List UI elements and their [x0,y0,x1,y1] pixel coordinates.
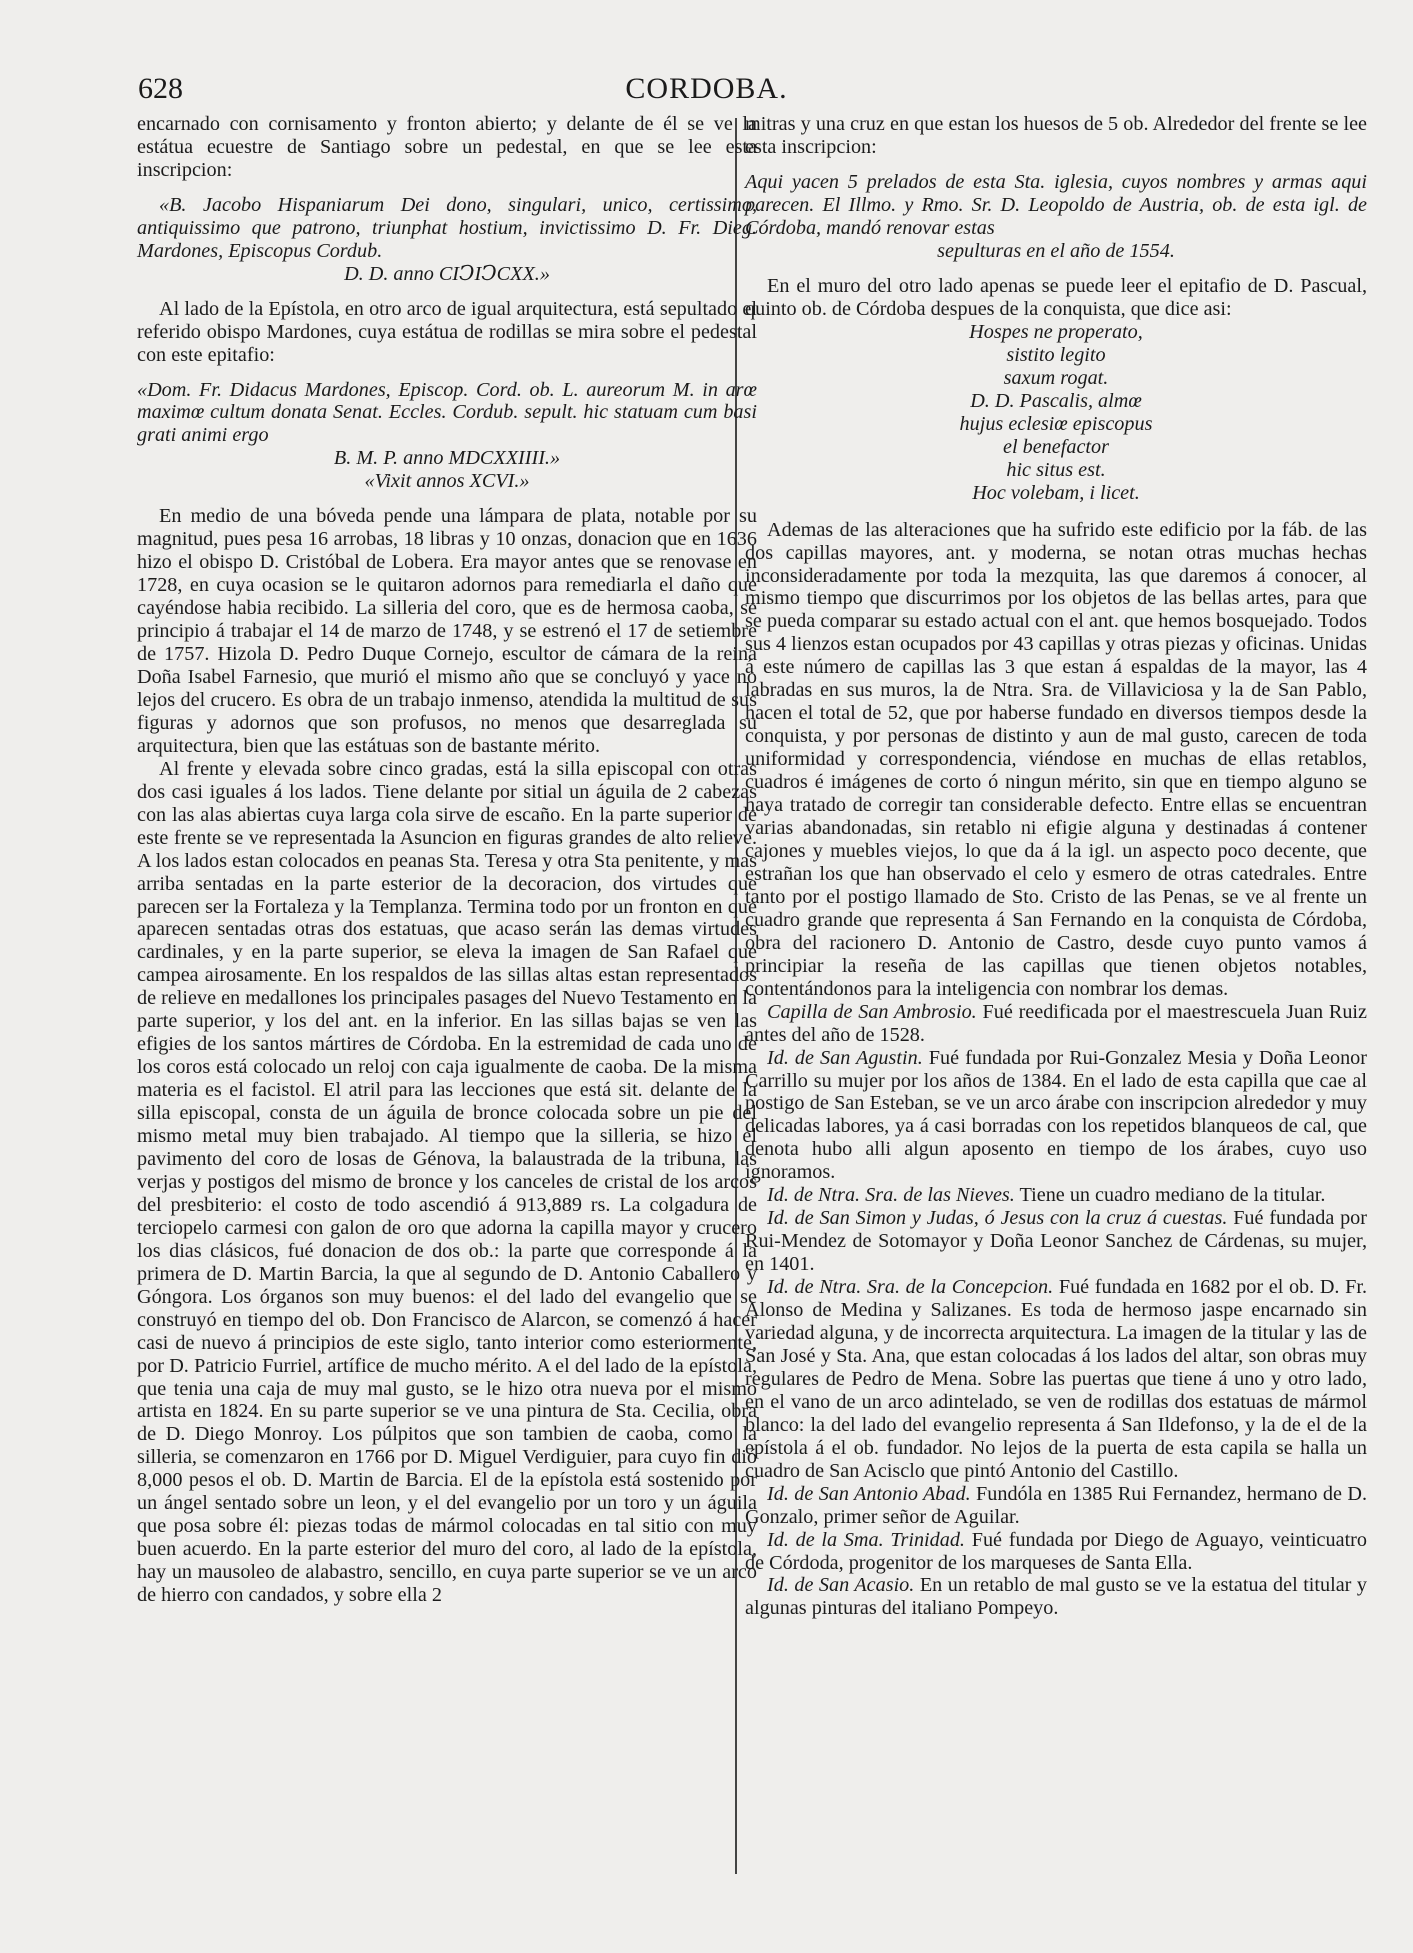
chapel-text: Fué reedificada por el maestrescuela Juan Ruiz antes del año de 1528. [745,1000,1367,1046]
chapel-name: Id. de San Simon y Judas, ó Jesus con la cruz á cuestas. [767,1207,1228,1230]
page-number: 628 [138,72,183,105]
epitaph-line: hic situs est. [1006,458,1106,481]
running-head: CORDOBA. [625,72,788,105]
right-column [745,113,1367,1620]
chapel-name: Id. de San Antonio Abad. [767,1482,971,1505]
chapel-name: Id. de la Sma. Trinidad. [767,1528,965,1551]
inscription-quote [137,194,757,286]
paragraph: Al frente y elevada sobre cinco gradas, está la silla episcopal con otras dos casi iguales á los lados. Tiene delante por sitial un águila de 2 cabezas con las alas abiertas cuya larga cola sirve de escaño. En la parte superior de este frente se ve representada la Asuncion en figuras grandes de alto relieve. A los lados estan colocados en peanas Sta. Teresa y otra Sta penitente, y mas arriba sentadas en la parte esterior de la decoracion, dos virtudes que parecen ser la Fortaleza y la Templanza. Termina todo por un fronton en que aparecen sentadas otras dos estatuas, que acaso serán las demas virtudes cardinales, y en la parte superior, se eleva la imagen de San Rafael que campea airosamente. En los respaldos de las sillas altas estan representados de relieve en medallones los principales pasages del Nuevo Testamento en la parte superior, y los del ant. en la inferior. En las sillas bajas se ven las efigies de los santos mártires de Córdoba. En la estremidad de cada uno de los coros está colocado un reloj con caja igualmente de caoba. De la misma materia es el facistol. El atril para las lecciones que está sit. delante de la silla episcopal, consta de un águila de bronce colocada sobre un pie del mismo metal muy bien trabajado. Al tiempo que la silleria, se hizo el pavimento del coro de losas de Génova, la balaustrada de la tribuna, las verjas y postigos del mismo de bronce y los canceles de cristal de los arcos del presbiterio: el costo de todo ascendió á 913,889 rs. La colgadura de terciopelo carmesi con galon de oro que adorna la capilla mayor y crucero los dias clásicos, fué donacion de dos ob.: la parte que corresponde á la primera de D. Martin Barcia, la que al segundo de D. Antonio Caballero y Góngora. Los órganos son muy buenos: el del lado del evangelio que se construyó en tiempo del ob. Don Francisco de Alarcon, se comenzó á hacer casi de nuevo á principios de este siglo, tanto interior como esteriormente, por D. Patricio Furriel, artífice de mucho mérito. A el del lado de la epístola, que tenia una caja de muy mal gusto, se le hizo otra nueva por el mismo artista en 1824. En su parte superior se ve una pintura de Sta. Cecilia, obra de D. Diego Monroy. Los púlpitos que son tambien de caoba, como la silleria, se comenzaron en 1766 por D. Miguel Verdiguier, para cuyo fin dió 8,000 pesos el ob. D. Martin de Barcia. El de la epístola está sostenido por un ángel sentado sobre un leon, y el del evangelio por un toro y un águila que posa sobre él: piezas todas de mármol colocadas en tal sitio con muy buen acuerdo. En la parte esterior del muro del coro, al lado de la epístola, hay un mausoleo de alabastro, sencillo, en cuya parte superior se ve un arco de hierro con candados, y sobre ella 2 [137,757,757,1607]
chapel-entry [745,1574,1367,1620]
paragraph: Al lado de la Epístola, en otro arco de igual arquitectura, está sepultado el referido obispo Mardones, cuya estátua de rodillas se mira sobre el pedestal con este epitafio: [137,297,757,366]
chapel-entry [745,1184,1367,1207]
chapel-text: Fué fundada por Rui-Mendez de Sotomayor y Doña Leonor Sanchez de Cárdenas, su mujer, en 1401. [745,1207,1368,1276]
epitaph-line: D. D. Pascalis, almœ [970,389,1142,412]
quote-text: «B. Jacobo Hispaniarum Dei dono, singulari, unico, certissimo, antiquissimo que patrono, triunphat hostium, invictissimo D. Fr. Dieg. Mardones, Episcopus Cordub. [137,193,757,262]
chapel-text: Fué fundada por Diego de Aguayo, veinticuatro de Córdoda, progenitor de los marqueses de Santa Ella. [745,1528,1367,1574]
chapel-text: En un retablo de mal gusto se ve la estatua del titular y algunas pinturas del italiano Pompeyo. [745,1574,1368,1620]
epitaph-line: Hoc volebam, i licet. [972,481,1140,504]
quote-text: «Dom. Fr. Didacus Mardones, Episcop. Cord. ob. L. aureorum M. in arœ maximœ cultum donata Senat. Eccles. Cordub. sepult. hic statuam cum basi grati animi ergo [137,378,757,447]
inscription-quote [745,171,1367,263]
epitaph-line: sistito legito [1006,343,1106,366]
chapel-text: Tiene un cuadro mediano de la titular. [1014,1184,1326,1207]
paragraph: En el muro del otro lado apenas se puede leer el epitafio de D. Pascual, quinto ob. de Córdoba despues de la conquista, que dice asi: [745,274,1367,320]
chapel-name: Id. de San Agustin. [767,1046,923,1069]
chapel-entry [745,1276,1367,1483]
chapel-entry [745,1207,1367,1276]
epitaph-line: hujus eclesiœ episcopus [959,412,1153,435]
left-column [137,113,757,1607]
epitaph-line: el benefactor [1003,435,1109,458]
quote-text-end: sepulturas en el año de 1554. [937,239,1175,262]
chapel-entry [745,1001,1367,1047]
paragraph: En medio de una bóveda pende una lámpara de plata, notable por su magnitud, pues pesa 16 arrobas, 18 libras y 10 onzas, donacion que en 1636 hizo el obispo D. Cristóbal de Lobera. Era mayor antes que se renovase en 1728, en cuya ocasion se le quitaron adornos para remediarla el daño que cayéndose habia recibido. La silleria del coro, que es de hermosa caoba, se principio á trabajar el 14 de marzo de 1748, y se estrenó el 17 de setiembre de 1757. Hizola D. Pedro Duque Cornejo, escultor de cámara de la reina Doña Isabel Farnesio, que murió el mismo año que se concluyó y yace no lejos del crucero. Es obra de un trabajo inmenso, atendida la multitud de sus figuras y adornos que son profusos, no menos que desarreglada su arquitectura, bien que las estátuas son de bastante mérito. [137,505,757,757]
chapel-text: Fundóla en 1385 Rui Fernandez, hermano de D. Gonzalo, primer señor de Aguilar. [745,1482,1367,1528]
epitaph-line: Hospes ne properato, [969,320,1143,343]
page-header [0,72,1413,112]
chapel-entry [745,1529,1367,1575]
epitaph-quote [137,379,757,494]
chapel-text: Fué fundada por Rui-Gonzalez Mesia y Doña Leonor Carrillo su mujer por los años de 1384. En el lado de esta capilla que cae al postigo de San Esteban, se ve un arco árabe con inscripcion alrededor y muy delicadas labores, ya á casi borradas con los repetidos blanqueos de cal, que denota hubo alli algun aposento en tiempo de los árabes, cuyo uso ignoramos. [745,1046,1367,1184]
quote-age: «Vixit annos XCVI.» [364,470,530,493]
chapel-entry [745,1483,1367,1529]
chapel-text: Fué fundada en 1682 por el ob. D. Fr. Alonso de Medina y Salizanes. Es toda de hermoso jaspe encarnado sin variedad alguna, y de incorrecta arquitectura. La imagen de la titular y las de San José y Sta. Ana, que estan colocadas á los lados del altar, son obras muy regulares de Pedro de Mena. Sobre las puertas que tiene á uno y otro lado, en el vano de un arco adintelado, se ven de rodillas dos estatuas de mármol blanco: la del lado del evangelio representa á San Ildefonso, y la de el de la epístola á el ob. fundador. No lejos de la puerta de esta capila se halla un cuadro de San Acisclo que pintó Antonio del Castillo. [745,1276,1367,1482]
quote-date: D. D. anno CIↃIↃCXX.» [344,262,550,285]
epitaph [745,321,1367,505]
chapel-name: Id. de Ntra. Sra. de las Nieves. [767,1184,1015,1207]
chapel-name: Id. de Ntra. Sra. de la Concepcion. [767,1276,1054,1299]
chapel-name: Capilla de San Ambrosio. [767,1000,977,1023]
chapel-entry [745,1047,1367,1185]
epitaph-line: saxum rogat. [1003,366,1109,389]
paragraph: mitras y una cruz en que estan los huesos de 5 ob. Alrededor del frente se lee esta inscripcion: [745,113,1367,158]
paragraph: encarnado con cornisamento y fronton abierto; y delante de él se ve la estátua ecuestre de Santiago sobre un pedestal, en que se lee esta inscripcion: [137,113,757,181]
quote-date: B. M. P. anno MDCXXIIII.» [333,447,561,470]
chapel-name: Id. de San Acasio. [767,1574,915,1597]
paragraph: Ademas de las alteraciones que ha sufrido este edificio por la fáb. de las dos capillas mayores, ant. y moderna, se notan otras muchas hechas inconsideradamente por toda la mezquita, las que daremos á conocer, al mismo tiempo que discurrimos por los objetos de las bellas artes, para que se pueda comparar su estado actual con el ant. que hemos bosquejado. Todos sus 4 lienzos estan ocupados por 43 capillas y otras piezas y oficinas. Unidas á este número de capillas las 3 que estan á espaldas de la mayor, las 4 labradas en sus muros, la de Ntra. Sra. de Villaviciosa y la de San Pablo, hacen el total de 52, que por haberse fundado en diversos tiempos desde la conquista, y por personas de distinto y aun de mal gusto, carecen de toda uniformidad y correspondencia, viéndose en muchas de ellas retablos, cuadros é imágenes de corto ó ningun mérito, sin que en tiempo alguno se haya tratado de corregir tan considerable defecto. Entre ellas se encuentran varias abandonadas, sin retablo ni efigie alguna y destinadas á contener cajones y muebles viejos, lo que da á la igl. un aspecto poco decente, que estrañan los que han observado el celo y esmero de otras catedrales. Entre tanto por el postigo llamado de Sto. Cristo de las Penas, se ve al frente un cuadro grande que representa á San Fernando en la conquista de Córdoba, obra del racionero D. Antonio de Castro, desde cuyo punto vamos á principiar la reseña de las capillas que tienen objetos notables, contentándonos para la inteligencia con nombrar los demas. [745,518,1367,1000]
quote-text: Aqui yacen 5 prelados de esta Sta. iglesia, cuyos nombres y armas aqui parecen. El Illmo. y Rmo. Sr. D. Leopoldo de Austria, ob. de esta igl. de Córdoba, mandó renovar estas [745,170,1367,239]
